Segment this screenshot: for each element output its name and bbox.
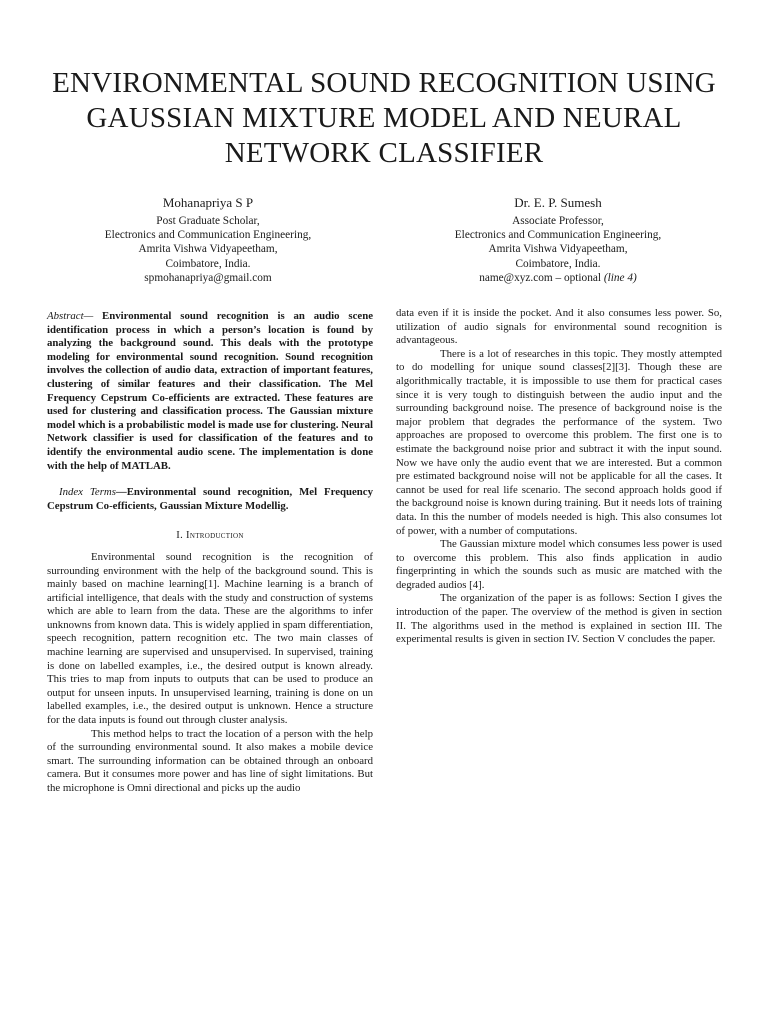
section-number: I. — [176, 530, 187, 542]
body-paragraph: The organization of the paper is as follows: Section I gives the introduction of the paper. The overview of the method is given in section II. The algorithms used in the method is explained in section III. The experimental results is given in section IV. Section V concludes the paper. — [396, 592, 722, 646]
author-city: Coimbatore, India. — [165, 257, 251, 270]
section-heading — [47, 529, 373, 543]
index-terms — [47, 486, 373, 513]
author-email-note: (line 4) — [603, 271, 637, 284]
author-email: spmohanapriya@gmail.com — [144, 271, 272, 284]
author-name: Dr. E. P. Sumesh — [514, 195, 602, 210]
author-email: name@xyz.com – optional — [479, 271, 604, 284]
index-terms-label: Index Terms — [59, 486, 116, 499]
author-email-line — [398, 271, 718, 285]
author-institution: Amrita Vishwa Vidyapeetham, — [138, 243, 278, 256]
body-paragraph: There is a lot of researches in this topic. They mostly attempted to do modelling for unique sound classes[2][3]. Though these are algorithmically tractable, it is impossible to use them for practical cases since it is very tough to distinguish between the audio input and the surrounding background noise. The presence of background noise is the major problem that degrades the performance of the system. Two approaches are proposed to overcome this problem. The first one is to estimate the background noise prior and subtract it with the input sound. Now we have only the audio event that we are interested. But a common pre estimated background noise will not be applicable for all the cases. It cannot be used for real life scenario. The second approach holds good if the background noise is known during training. But it needs lots of training data. In this the number of models needed is high. This also consumes lot of power, with a number of computations. — [396, 347, 722, 537]
paper-title: ENVIRONMENTAL SOUND RECOGNITION USING GAUSSIAN MIXTURE MODEL AND NEURAL NETWORK CLASSIFIER — [52, 67, 716, 169]
abstract-label: Abstract— — [47, 310, 94, 322]
index-terms-text: —Environmental sound recognition, Mel Frequency Cepstrum Co-efficients, Gaussian Mixture Modellig. — [47, 486, 373, 512]
abstract — [47, 310, 373, 473]
body-paragraph: This method helps to tract the location of a person with the help of the surrounding environmental sound. It also makes a mobile device smart. The surrounding information can be obtained through an onboard camera. But it consumes more power and has line of sight limitations. But the microphone is Omni directional and picks up the audio — [47, 727, 373, 794]
body-paragraph: Environmental sound recognition is the recognition of surrounding environment with the help of the background sound. This is mainly based on machine learning[1]. Machine learning is a branch of artificial intelligence, that deals with the study and construction of systems which are able to learn from the data. These are the algorithms to infer unknowns from known data. This is widely applied in spam differentiation, speech recognition, pattern recognition etc. The two main classes of machine learning are supervised and unsupervised. In supervised, training is done on labelled examples, i.e., the desired output is known already. This tries to map from inputs to outputs that can be used to produce an output for unseen inputs. In unsupervised learning, training is done on un labelled examples, i.e., the desired output is unknown. Hence a structure for the data inputs is found out through cluster analysis. — [47, 550, 373, 727]
author-name: Mohanapriya S P — [162, 195, 254, 210]
author-role: Associate Professor, — [512, 215, 604, 227]
author-department: Electronics and Communication Engineering, — [104, 229, 312, 242]
abstract-text: Environmental sound recognition is an audio scene identification process in which a person’s location is found by analyzing the background sound. This deals with the prototype modeling for environmental sound recognition. Sound recognition involves the collection of audio data, extraction of important features, clustering of similar features and their classification. The Mel Frequency Cepstrum Co-efficients are extracted. These features are used for clustering and classification process. The Gaussian mixture model which is a probabilistic model is made use for clustering. Neural Network classifier is used for classification of the features and to identify the environmental audio scene. The implementation is done with the help of MATLAB. — [47, 310, 373, 472]
author-city: Coimbatore, India. — [515, 257, 601, 270]
left-column — [47, 310, 373, 796]
right-column — [396, 307, 722, 647]
author-block-1 — [48, 194, 368, 285]
author-institution: Amrita Vishwa Vidyapeetham, — [488, 243, 628, 256]
author-block-2 — [398, 194, 718, 285]
section-title: Introduction — [186, 530, 244, 542]
author-department: Electronics and Communication Engineering, — [454, 229, 662, 242]
body-paragraph-continued: data even if it is inside the pocket. And it also consumes less power. So, utilization of audio signals for environmental sound recognition is advantageous. — [396, 307, 722, 347]
body-paragraph: The Gaussian mixture model which consumes less power is used to overcome this problem. This also finds application in audio fingerprinting in which the sounds such as music are matched with the degraded audios [4]. — [396, 538, 722, 591]
author-role: Post Graduate Scholar, — [156, 215, 260, 227]
